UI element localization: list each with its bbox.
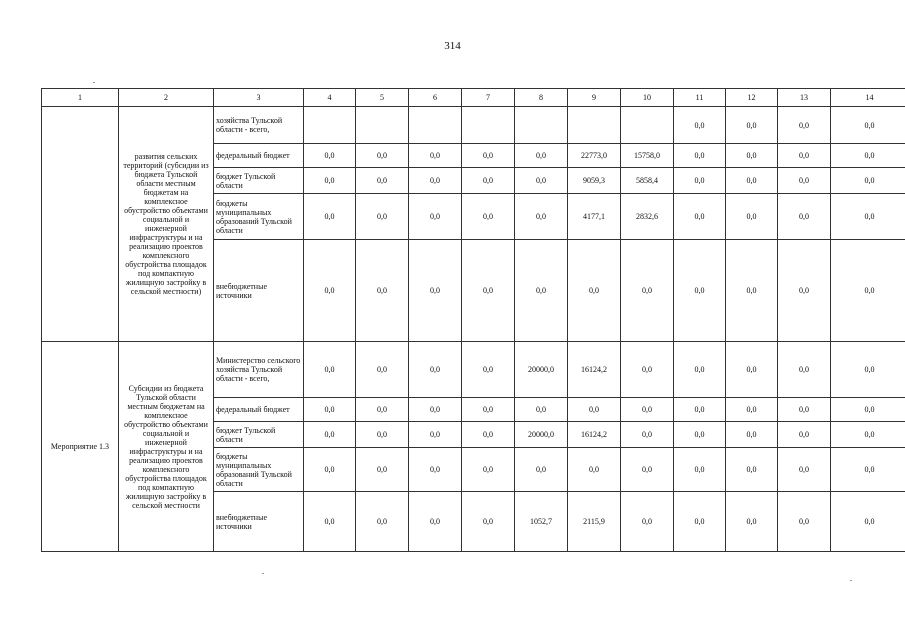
value-cell: 0,0 [674,492,726,552]
page-number: 314 [444,40,461,52]
value-cell: 0,0 [462,492,515,552]
value-cell: 0,0 [674,144,726,168]
value-cell: 0,0 [831,422,905,448]
value-cell: 0,0 [409,168,462,194]
scan-speck [262,573,264,574]
value-cell: 0,0 [726,168,778,194]
value-cell: 0,0 [831,448,905,492]
value-cell: 0,0 [568,398,621,422]
value-cell: 0,0 [621,492,674,552]
column-header: 4 [304,89,356,107]
value-cell: 0,0 [621,422,674,448]
activity-description: Субсидии из бюджета Тульской области местным бюджетам на комплексное обустройство объектами социальной и инженерной инфраструктуры и на реализацию проектов комплексного обустройства площадок под компактную жилищную застройку в сельской местности [119,342,214,552]
header-row [42,89,905,107]
value-cell: 0,0 [409,492,462,552]
value-cell: 0,0 [515,194,568,240]
activity-description: развития сельских территорий (субсидии из бюджета Тульской области местным бюджетам на комплексное обустройство объектами социальной и инженерной инфраструктуры и на реализацию проектов комплексного обустройства площадок под компактную жилищную застройку в сельской местности) [119,107,214,342]
value-cell: 0,0 [831,342,905,398]
value-cell: 0,0 [356,168,409,194]
funding-source: бюджет Тульской области [214,422,304,448]
value-cell: 0,0 [674,422,726,448]
value-cell: 0,0 [356,398,409,422]
activity-label [42,107,119,342]
value-cell: 0,0 [304,194,356,240]
funding-source: федеральный бюджет [214,398,304,422]
activity-label: Мероприятие 1.3 [42,342,119,552]
value-cell: 0,0 [356,492,409,552]
value-cell: 0,0 [462,144,515,168]
value-cell: 0,0 [726,448,778,492]
value-cell: 0,0 [462,168,515,194]
funding-source: бюджеты муниципальных образований Тульской области [214,448,304,492]
funding-source: бюджеты муниципальных образований Тульской области [214,194,304,240]
value-cell: 9059,3 [568,168,621,194]
value-cell: 0,0 [778,107,831,144]
budget-table [41,88,905,552]
value-cell: 20000,0 [515,342,568,398]
value-cell: 0,0 [778,342,831,398]
column-header: 9 [568,89,621,107]
value-cell: 0,0 [831,492,905,552]
value-cell: 0,0 [409,422,462,448]
value-cell [356,107,409,144]
value-cell: 0,0 [778,240,831,342]
value-cell: 0,0 [409,398,462,422]
value-cell: 0,0 [726,398,778,422]
value-cell: 0,0 [621,398,674,422]
value-cell: 0,0 [831,144,905,168]
value-cell: 0,0 [674,240,726,342]
value-cell: 0,0 [304,168,356,194]
value-cell: 4177,1 [568,194,621,240]
funding-source: внебюджетные источники [214,240,304,342]
value-cell: 0,0 [568,448,621,492]
table-row [42,342,905,398]
funding-source: бюджет Тульской области [214,168,304,194]
value-cell: 0,0 [409,144,462,168]
value-cell: 0,0 [515,144,568,168]
value-cell: 0,0 [409,342,462,398]
value-cell: 1052,7 [515,492,568,552]
value-cell: 0,0 [409,448,462,492]
value-cell: 0,0 [831,240,905,342]
column-header: 14 [831,89,905,107]
column-header: 11 [674,89,726,107]
funding-source: хозяйства Тульской области - всего, [214,107,304,144]
value-cell: 2115,9 [568,492,621,552]
value-cell: 0,0 [356,422,409,448]
column-header: 5 [356,89,409,107]
value-cell: 0,0 [515,448,568,492]
funding-source: Министерство сельского хозяйства Тульской области - всего, [214,342,304,398]
value-cell: 0,0 [674,168,726,194]
value-cell: 0,0 [831,194,905,240]
value-cell: 0,0 [356,240,409,342]
value-cell: 5858,4 [621,168,674,194]
value-cell: 0,0 [674,398,726,422]
table-row [42,107,905,144]
value-cell: 0,0 [726,240,778,342]
column-header: 3 [214,89,304,107]
value-cell: 0,0 [831,168,905,194]
value-cell: 22773,0 [568,144,621,168]
value-cell: 16124,2 [568,422,621,448]
value-cell [409,107,462,144]
column-header: 13 [778,89,831,107]
value-cell: 0,0 [462,194,515,240]
value-cell: 0,0 [621,342,674,398]
value-cell: 0,0 [462,422,515,448]
column-header: 6 [409,89,462,107]
value-cell: 0,0 [356,342,409,398]
value-cell: 0,0 [778,422,831,448]
value-cell: 0,0 [304,144,356,168]
value-cell: 0,0 [674,448,726,492]
value-cell [515,107,568,144]
value-cell: 0,0 [356,194,409,240]
value-cell: 0,0 [462,240,515,342]
value-cell [621,107,674,144]
value-cell: 0,0 [409,194,462,240]
value-cell: 0,0 [304,342,356,398]
value-cell: 0,0 [462,448,515,492]
value-cell: 0,0 [674,107,726,144]
scan-speck [850,580,852,581]
funding-source: федеральный бюджет [214,144,304,168]
value-cell: 0,0 [778,168,831,194]
column-header: 2 [119,89,214,107]
value-cell: 0,0 [304,398,356,422]
value-cell: 0,0 [356,448,409,492]
value-cell: 0,0 [674,342,726,398]
value-cell [568,107,621,144]
value-cell: 0,0 [515,240,568,342]
value-cell: 2832,6 [621,194,674,240]
value-cell: 0,0 [726,144,778,168]
value-cell: 0,0 [621,240,674,342]
column-header: 1 [42,89,119,107]
value-cell: 16124,2 [568,342,621,398]
value-cell: 0,0 [778,398,831,422]
value-cell [462,107,515,144]
scan-speck [93,82,95,83]
value-cell: 0,0 [726,194,778,240]
value-cell: 0,0 [304,422,356,448]
funding-source: внебюджетные источники [214,492,304,552]
value-cell: 0,0 [778,194,831,240]
value-cell: 0,0 [726,492,778,552]
value-cell: 0,0 [515,398,568,422]
value-cell: 0,0 [462,342,515,398]
column-header: 7 [462,89,515,107]
value-cell: 0,0 [778,492,831,552]
value-cell: 0,0 [515,168,568,194]
column-header: 12 [726,89,778,107]
value-cell: 0,0 [621,448,674,492]
value-cell: 0,0 [778,448,831,492]
value-cell: 0,0 [356,144,409,168]
value-cell: 0,0 [304,492,356,552]
value-cell: 0,0 [304,448,356,492]
value-cell: 0,0 [831,398,905,422]
value-cell: 0,0 [778,144,831,168]
value-cell: 0,0 [831,107,905,144]
column-header: 10 [621,89,674,107]
value-cell: 0,0 [726,342,778,398]
value-cell: 0,0 [462,398,515,422]
value-cell: 0,0 [304,240,356,342]
value-cell: 0,0 [409,240,462,342]
value-cell: 0,0 [568,240,621,342]
value-cell: 0,0 [726,107,778,144]
value-cell: 0,0 [726,422,778,448]
value-cell: 20000,0 [515,422,568,448]
column-header: 8 [515,89,568,107]
value-cell: 0,0 [674,194,726,240]
value-cell [304,107,356,144]
value-cell: 15758,0 [621,144,674,168]
